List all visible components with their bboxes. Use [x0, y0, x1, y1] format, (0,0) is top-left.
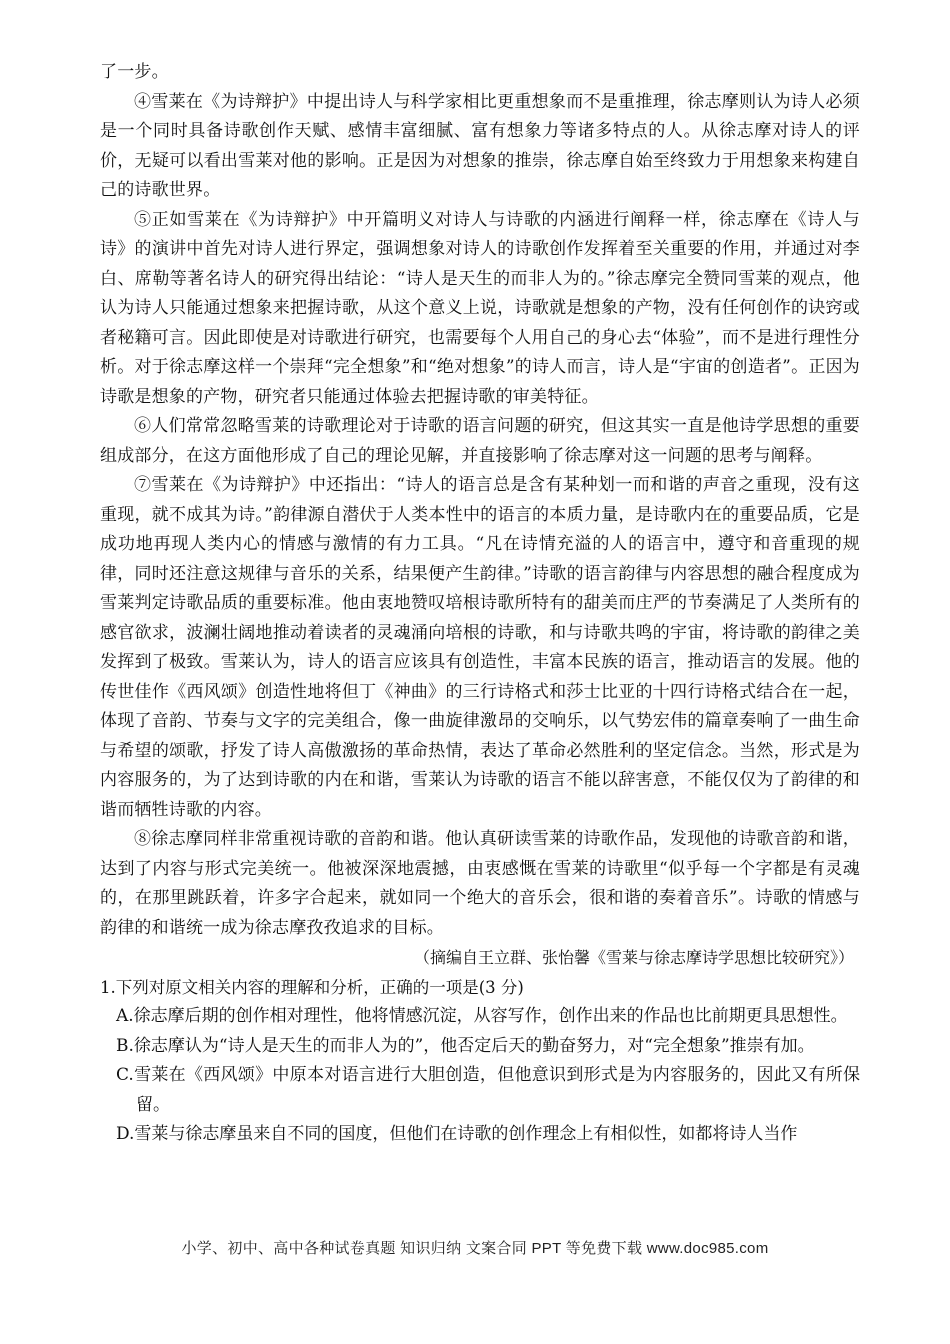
option-c: C.雪莱在《西风颂》中原本对语言进行大胆创造，但他意识到形式是为内容服务的，因此又有所保留。: [116, 1065, 860, 1115]
paragraph-4: ④雪莱在《为诗辩护》中提出诗人与科学家相比更重想象而不是重推理，徐志摩则认为诗人必须是一个同时具备诗歌创作天赋、感情丰富细腻、富有想象力等诸多特点的人。从徐志摩对诗人的评价，无疑可以看出雪莱对他的影响。正是因为对想象的推崇，徐志摩自始至终致力于用想象来构建自己的诗歌世界。: [100, 91, 860, 200]
paragraph-6: ⑥人们常常忽略雪莱的诗歌理论对于诗歌的语言问题的研究，但这其实一直是他诗学思想的重要组成部分，在这方面他形成了自己的理论见解，并直接影响了徐志摩对这一问题的思考与阐释。: [100, 416, 860, 466]
paragraph-fragment: 了一步。: [100, 62, 169, 82]
option-d: D.雪莱与徐志摩虽来自不同的国度，但他们在诗歌的创作理念上有相似性，如都将诗人当作: [116, 1124, 798, 1144]
question-stem: 1.下列对原文相关内容的理解和分析，正确的一项是(3 分): [100, 977, 524, 997]
source-citation: （摘编自王立群、张怡馨《雪莱与徐志摩诗学思想比较研究》）: [413, 948, 854, 967]
option-a: A.徐志摩后期的创作相对理性，他将情感沉淀，从容写作，创作出来的作品也比前期更具思想性。: [116, 1006, 848, 1026]
page-footer: 小学、初中、高中各种试卷真题 知识归纳 文案合同 PPT 等免费下载 www.doc985.com: [181, 1240, 769, 1257]
option-b: B.徐志摩认为“诗人是天生的而非人为的”，他否定后天的勤奋努力，对“完全想象”推崇有加。: [116, 1035, 815, 1056]
document-page: [100, 58, 860, 1150]
paragraph-5: ⑤正如雪莱在《为诗辩护》中开篇明义对诗人与诗歌的内涵进行阐释一样，徐志摩在《诗人与诗》的演讲中首先对诗人进行界定，强调想象对诗人的诗歌创作发挥着至关重要的作用，并通过对李白、席勒等著名诗人的研究得出结论：“诗人是天生的而非人为的。”徐志摩完全赞同雪莱的观点，他认为诗人只能通过想象来把握诗歌，从这个意义上说，诗歌就是想象的产物，没有任何创作的诀窍或者秘籍可言。因此即使是对诗歌进行研究，也需要每个人用自己的身心去“体验”，而不是进行理性分析。对于徐志摩这样一个崇拜“完全想象”和“绝对想象”的诗人而言，诗人是“宇宙的创造者”。正因为诗歌是想象的产物，研究者只能通过体验去把握诗歌的审美特征。: [100, 209, 860, 407]
paragraph-8: ⑧徐志摩同样非常重视诗歌的音韵和谐。他认真研读雪莱的诗歌作品，发现他的诗歌音韵和谐，达到了内容与形式完美统一。他被深深地震撼，由衷感慨在雪莱的诗歌里“似乎每一个字都是有灵魂的，在那里跳跃着，许多字合起来，就如同一个绝大的音乐会，很和谐的奏着音乐”。诗歌的情感与韵律的和谐统一成为徐志摩孜孜追求的目标。: [100, 829, 860, 938]
paragraph-7: ⑦雪莱在《为诗辩护》中还指出：“诗人的语言总是含有某种划一而和谐的声音之重现，没有这重现，就不成其为诗。”韵律源自潜伏于人类本性中的语言的本质力量，是诗歌内在的重要品质，它是成功地再现人类内心的情感与激情的有力工具。“凡在诗情充溢的人的语言中，遵守和音重现的规律，同时还注意这规律与音乐的关系，结果便产生韵律。”诗歌的语言韵律与内容思想的融合程度成为雪莱判定诗歌品质的重要标准。他由衷地赞叹培根诗歌所特有的甜美而庄严的节奏满足了人类所有的感官欲求，波澜壮阔地推动着读者的灵魂涌向培根的诗歌，和与诗歌共鸣的宇宙，将诗歌的韵律之美发挥到了极致。雪莱认为，诗人的语言应该具有创造性，丰富本民族的语言，推动语言的发展。他的传世佳作《西风颂》创造性地将但丁《神曲》的三行诗格式和莎士比亚的十四行诗格式结合在一起，体现了音韵、节奏与文字的完美组合，像一曲旋律激昂的交响乐，以气势宏伟的篇章奏响了一曲生命与希望的颂歌，抒发了诗人高傲激扬的革命热情，表达了革命必然胜利的坚定信念。当然，形式是为内容服务的，为了达到诗歌的内在和谐，雪莱认为诗歌的语言不能以辞害意，不能仅仅为了韵律的和谐而牺牲诗歌的内容。: [100, 475, 860, 820]
